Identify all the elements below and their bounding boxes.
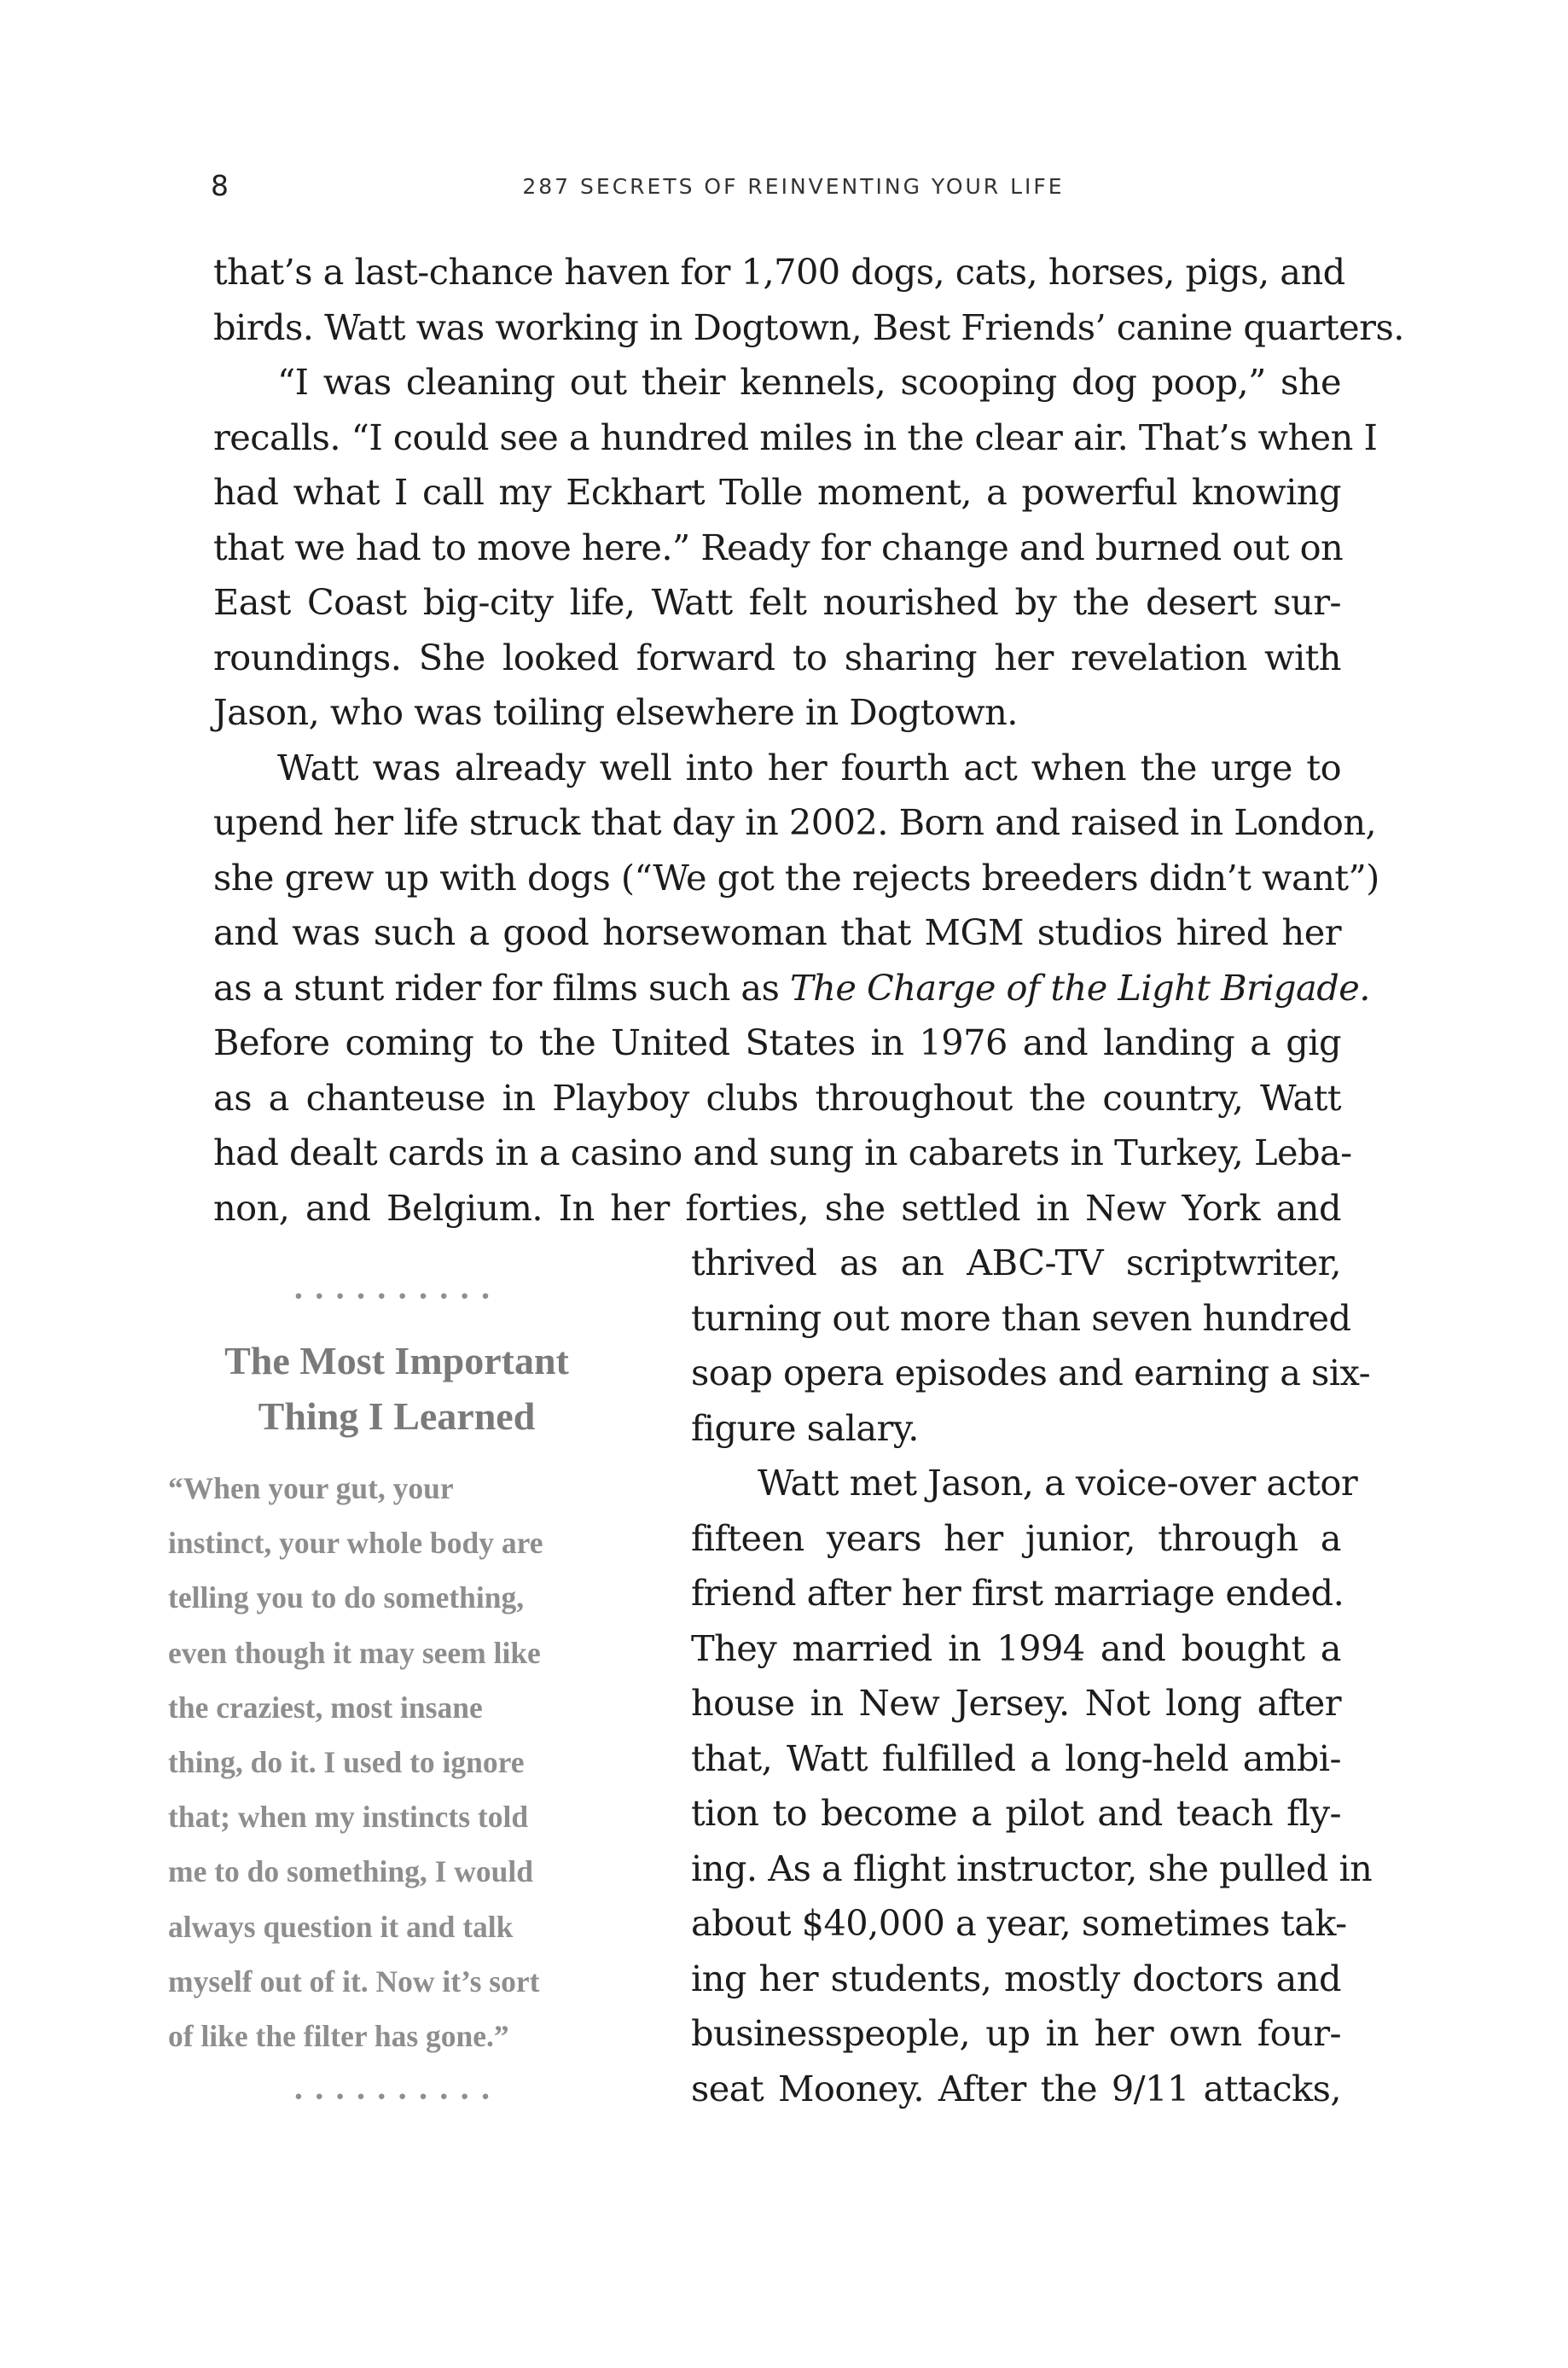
column-line: fifteen years her junior, through a xyxy=(691,1517,1341,1559)
page-number: 8 xyxy=(211,169,229,202)
column-line: friend after her first marriage ended. xyxy=(691,1572,1344,1614)
body-line: roundings. She looked forward to sharing her revelation with xyxy=(213,637,1341,678)
quote-line: instinct, your whole body are xyxy=(168,1526,543,1561)
column-line: thrived as an ABC-TV scriptwriter, xyxy=(691,1242,1341,1283)
column-line: turning out more than seven hundred xyxy=(691,1297,1351,1339)
quote-line: even though it may seem like xyxy=(168,1635,541,1670)
body-line: East Coast big-city life, Watt felt nourished by the desert sur- xyxy=(213,581,1341,623)
quote-line: me to do something, I would xyxy=(168,1854,534,1889)
body-line: she grew up with dogs (“We got the rejects breeders didn’t want”) xyxy=(213,857,1379,899)
running-head: 287 SECRETS OF REINVENTING YOUR LIFE xyxy=(522,174,1065,199)
body-line: that we had to move here.” Ready for change and burned out on xyxy=(213,527,1344,568)
quote-line: telling you to do something, xyxy=(168,1580,525,1615)
body-line: and was such a good horsewoman that MGM studios hired her xyxy=(213,911,1341,953)
body-line: birds. Watt was working in Dogtown, Best Friends’ canine quarters. xyxy=(213,306,1404,348)
body-line: upend her life struck that day in 2002. Born and raised in London, xyxy=(213,801,1377,843)
body-line: Before coming to the United States in 1976 and landing a gig xyxy=(213,1021,1341,1063)
quote-line: the craziest, most insane xyxy=(168,1690,483,1725)
column-line: ing her students, mostly doctors and xyxy=(691,1958,1341,1999)
column-line: They married in 1994 and bought a xyxy=(691,1627,1341,1669)
column-line: soap opera episodes and earning a six- xyxy=(691,1352,1371,1393)
column-line: figure salary. xyxy=(691,1407,919,1449)
body-line-text: as a stunt rider for films such as xyxy=(213,967,780,1009)
body-line-with-title xyxy=(213,961,1370,1016)
sidebar-title-line: The Most Important xyxy=(224,1339,569,1382)
quote-line: that; when my instincts told xyxy=(168,1800,529,1835)
body-line: as a chanteuse in Playboy clubs throughout the country, Watt xyxy=(213,1077,1341,1119)
column-line: that, Watt fulfilled a long-held ambi- xyxy=(691,1737,1341,1779)
body-line: had what I call my Eckhart Tolle moment, a powerful knowing xyxy=(213,471,1341,513)
quote-line: myself out of it. Now it’s sort xyxy=(168,1964,540,1999)
column-line: ing. As a flight instructor, she pulled in xyxy=(691,1847,1373,1889)
column-line: house in New Jersey. Not long after xyxy=(691,1682,1341,1724)
column-line: about $40,000 a year, sometimes tak- xyxy=(691,1902,1347,1944)
body-line: Jason, who was toiling elsewhere in Dogtown. xyxy=(213,691,1018,733)
film-title: The Charge of the Light Brigade. xyxy=(790,967,1370,1009)
column-line: Watt met Jason, a voice-over actor xyxy=(758,1462,1358,1504)
body-line: had dealt cards in a casino and sung in cabarets in Turkey, Leba- xyxy=(213,1132,1352,1173)
quote-line: always question it and talk xyxy=(168,1909,514,1944)
body-line: that’s a last-chance haven for 1,700 dogs, cats, horses, pigs, and xyxy=(213,251,1345,293)
sidebar-dots-bottom: ·········· xyxy=(293,2077,501,2115)
body-line: Watt was already well into her fourth act when the urge to xyxy=(277,747,1341,788)
sidebar-quote xyxy=(168,1461,629,2063)
column-line: businesspeople, up in her own four- xyxy=(691,2012,1341,2054)
quote-line: of like the filter has gone.” xyxy=(168,2019,509,2054)
body-line: non, and Belgium. In her forties, she settled in New York and xyxy=(213,1187,1341,1229)
column-line: seat Mooney. After the 9/11 attacks, xyxy=(691,2068,1341,2109)
sidebar-title-line: Thing I Learned xyxy=(258,1394,536,1438)
quote-line: “When your gut, your xyxy=(168,1471,454,1505)
column-line: tion to become a pilot and teach fly- xyxy=(691,1792,1341,1834)
quote-line: thing, do it. I used to ignore xyxy=(168,1745,525,1780)
body-line: “I was cleaning out their kennels, scooping dog poop,” she xyxy=(277,361,1341,403)
page-header xyxy=(211,169,1342,210)
body-line: recalls. “I could see a hundred miles in the clear air. That’s when I xyxy=(213,416,1378,458)
sidebar-dots-top: ·········· xyxy=(293,1277,501,1315)
